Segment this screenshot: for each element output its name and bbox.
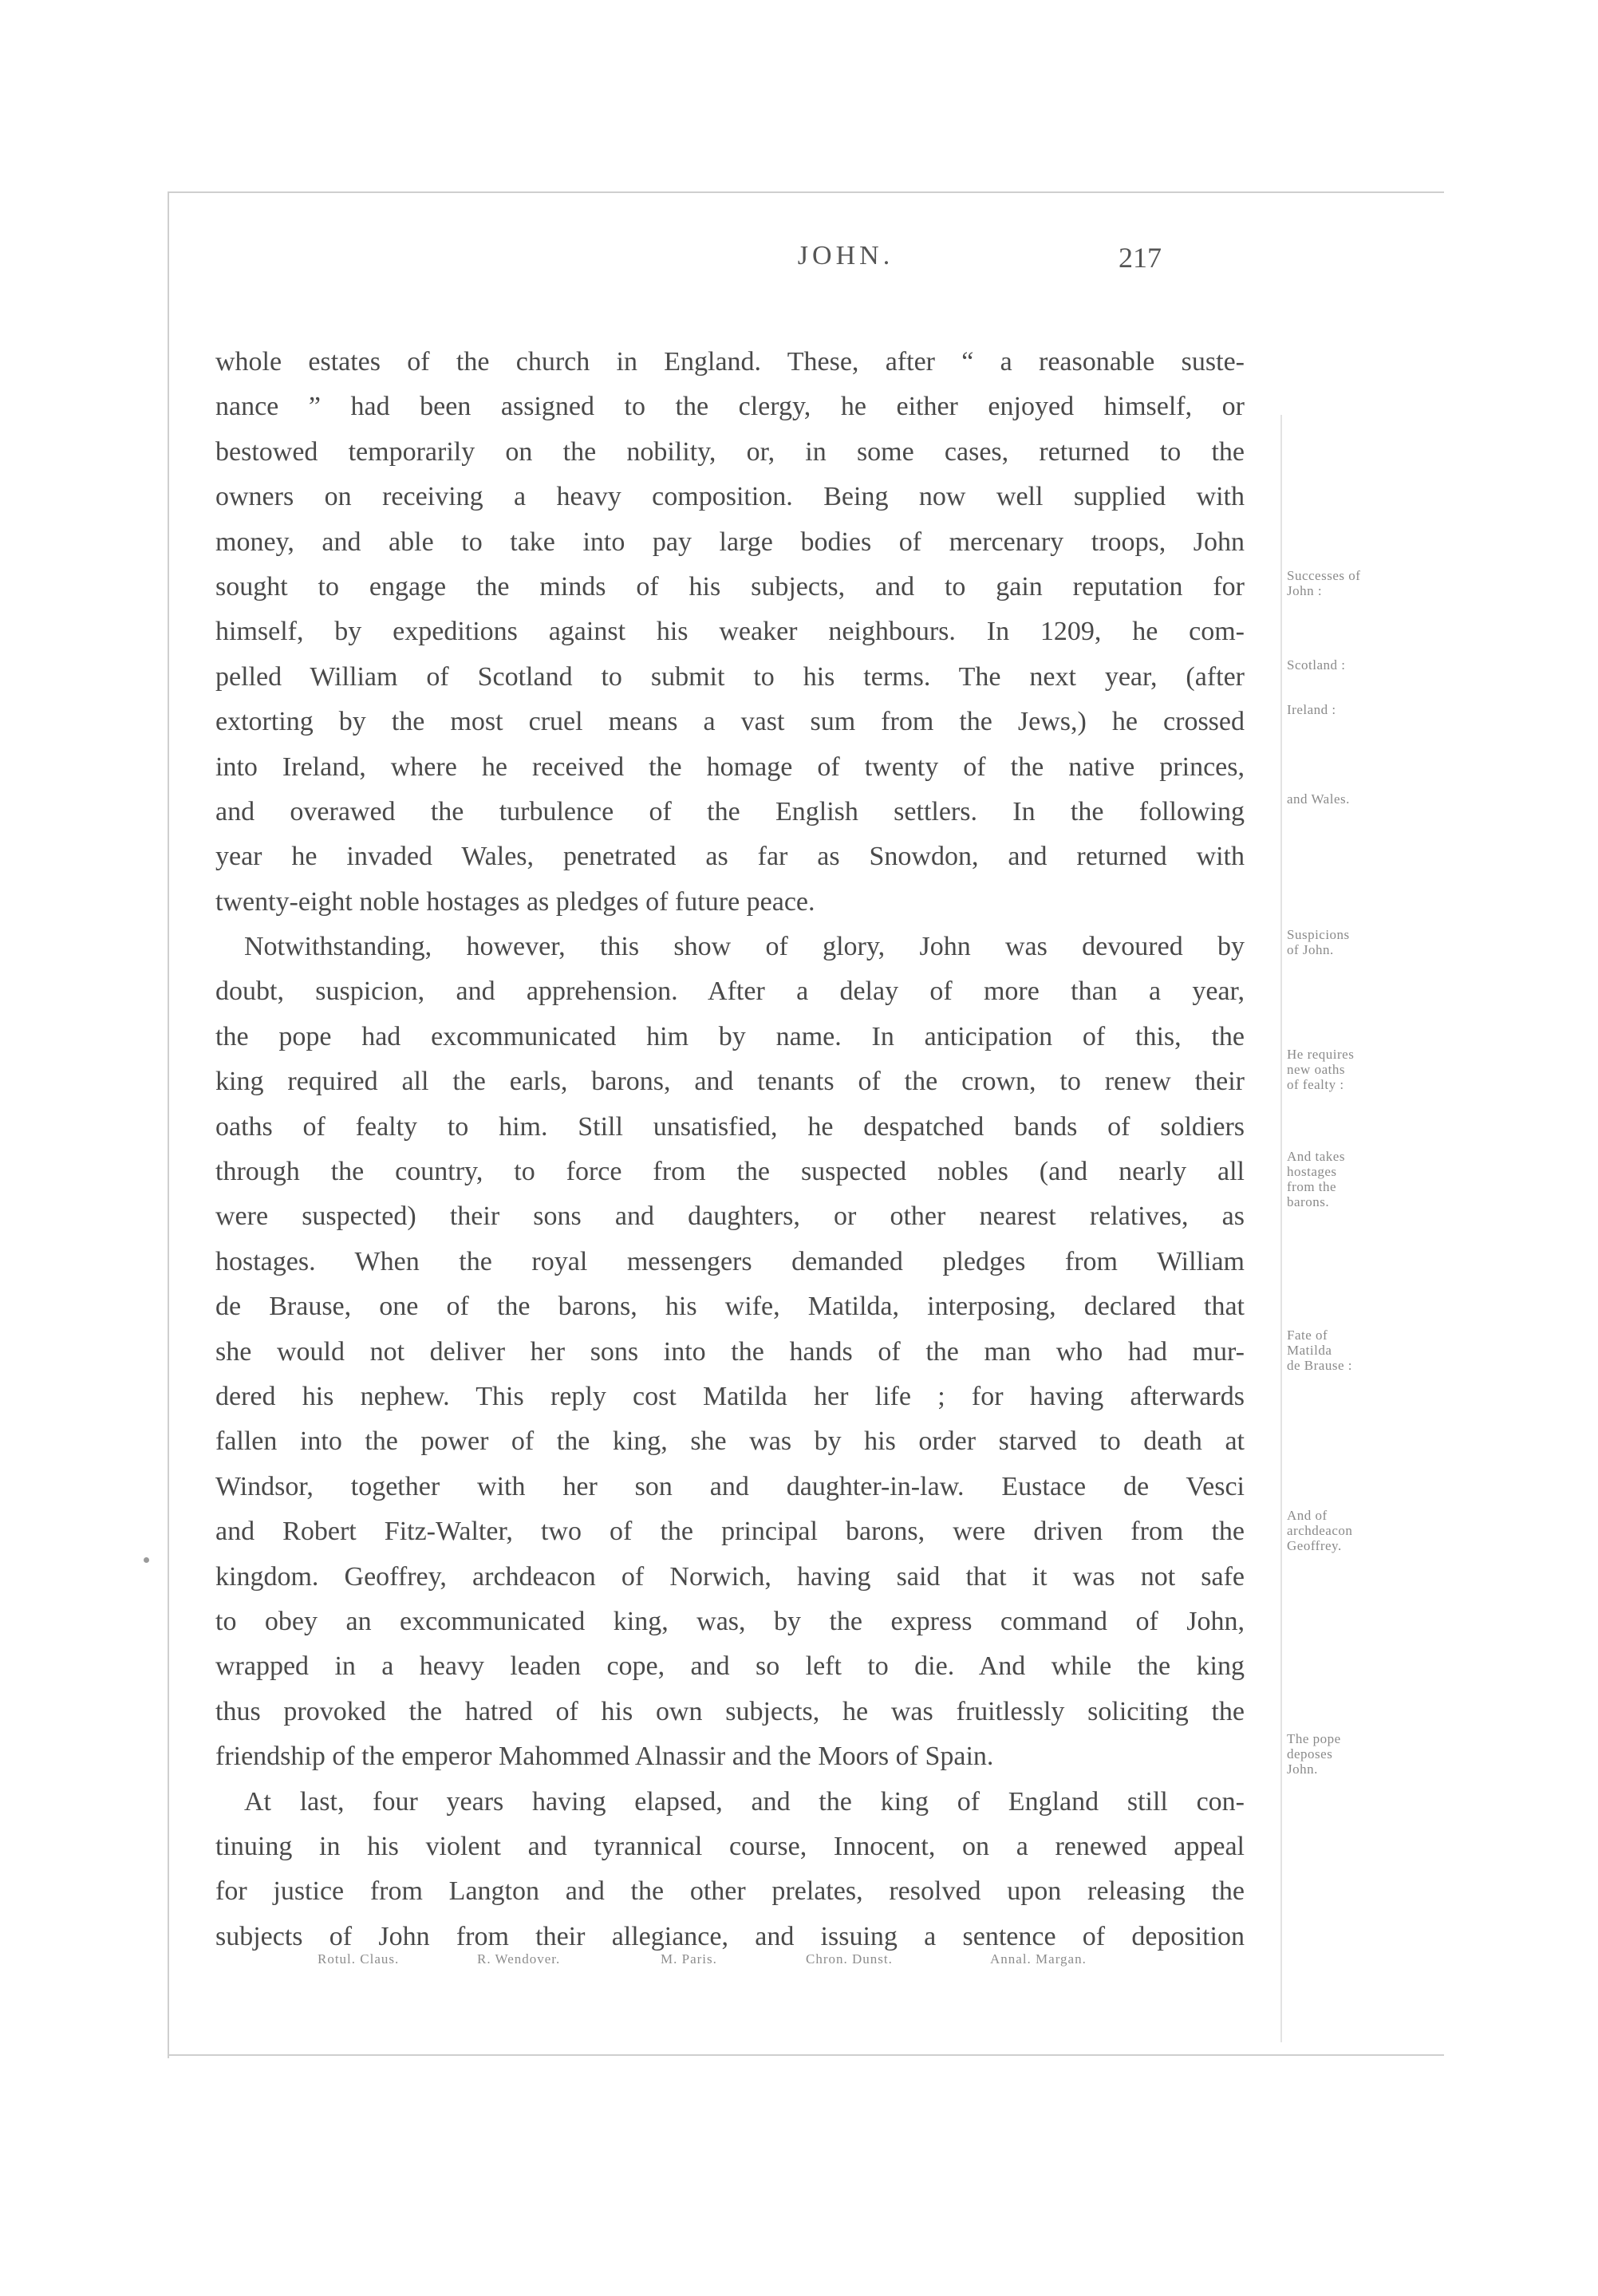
text-line: de Brause, one of the barons, his wife, Matilda, interposing, declared that	[215, 1292, 1245, 1322]
text-line: kingdom. Geoffrey, archdeacon of Norwich, having said that it was not safe	[215, 1561, 1245, 1592]
citation: Rotul. Claus.	[318, 1951, 400, 1967]
page-number: 217	[1119, 242, 1162, 274]
text-line: through the country, to force from the suspected nobles (and nearly all	[215, 1157, 1245, 1187]
page-bottom-rule	[168, 2054, 1444, 2056]
side-note-deposes	[1287, 1731, 1430, 1777]
side-note-ireland	[1287, 702, 1430, 717]
text-line: dered his nephew. This reply cost Matilda her life ; for having afterwards	[215, 1381, 1245, 1411]
text-line: friendship of the emperor Mahommed Alnassir and the Moors of Spain.	[215, 1742, 994, 1772]
side-note-hostages	[1287, 1149, 1430, 1209]
side-note-line: He requires	[1287, 1047, 1355, 1062]
side-note-line: Successes of	[1287, 568, 1361, 583]
text-line: king required all the earls, barons, and tenants of the crown, to renew their	[215, 1067, 1245, 1097]
side-note-suspicions	[1287, 927, 1430, 957]
body-text	[215, 340, 1245, 1959]
text-line: owners on receiving a heavy composition. Being now well supplied with	[215, 482, 1245, 512]
side-note-line: Ireland :	[1287, 702, 1336, 717]
text-line: year he invaded Wales, penetrated as far as Snowdon, and returned with	[215, 842, 1245, 872]
page-top-rule	[168, 191, 1444, 193]
side-note-line: John.	[1287, 1761, 1318, 1777]
paper-speck	[144, 1557, 149, 1563]
text-line: twenty-eight noble hostages as pledges of future peace.	[215, 886, 815, 917]
text-line: whole estates of the church in England. These, after “ a reasonable suste-	[215, 347, 1245, 377]
text-line: and overawed the turbulence of the English settlers. In the following	[215, 796, 1245, 826]
text-line: were suspected) their sons and daughters, or other nearest relatives, as	[215, 1201, 1245, 1232]
page-left-rule	[168, 191, 169, 2058]
text-line: thus provoked the hatred of his own subjects, he was fruitlessly soliciting the	[215, 1696, 1245, 1726]
text-line: and Robert Fitz-Walter, two of the principal barons, were driven from the	[215, 1517, 1245, 1547]
side-note-line: deposes	[1287, 1746, 1333, 1761]
citation: Annal. Margan.	[990, 1951, 1087, 1967]
text-line: nance ” had been assigned to the clergy, he either enjoyed himself, or	[215, 392, 1245, 422]
side-note-line: new oaths	[1287, 1062, 1345, 1077]
side-note-wales	[1287, 791, 1430, 807]
citation: Chron. Dunst.	[806, 1951, 893, 1967]
text-line: sought to engage the minds of his subjects, and to gain reputation for	[215, 571, 1245, 602]
side-note-scotland	[1287, 657, 1430, 673]
side-note-line: Fate of	[1287, 1327, 1328, 1343]
text-line: doubt, suspicion, and apprehension. After a delay of more than a year,	[215, 976, 1245, 1007]
text-line: she would not deliver her sons into the hands of the man who had mur-	[215, 1336, 1245, 1367]
side-note-line: barons.	[1287, 1194, 1330, 1209]
text-line: fallen into the power of the king, she was by his order starved to death at	[215, 1426, 1245, 1457]
side-note-matilda	[1287, 1327, 1430, 1373]
margin-rule	[1280, 415, 1282, 2042]
text-line: into Ireland, where he received the homage of twenty of the native princes,	[215, 752, 1245, 782]
running-head: JOHN.	[797, 241, 894, 270]
text-line: extorting by the most cruel means a vast sum from the Jews,) he crossed	[215, 707, 1245, 737]
text-line: subjects of John from their allegiance, and issuing a sentence of deposition	[215, 1921, 1245, 1951]
text-line: pelled William of Scotland to submit to his terms. The next year, (after	[215, 661, 1245, 692]
text-line: bestowed temporarily on the nobility, or, in some cases, returned to the	[215, 436, 1245, 467]
text-line: tinuing in his violent and tyrannical course, Innocent, on a renewed appeal	[215, 1831, 1245, 1861]
text-line: Notwithstanding, however, this show of glory, John was devoured by	[244, 932, 1245, 962]
text-line: for justice from Langton and the other prelates, resolved upon releasing the	[215, 1876, 1245, 1907]
text-line: Windsor, together with her son and daughter-in-law. Eustace de Vesci	[215, 1471, 1245, 1501]
text-line: At last, four years having elapsed, and the king of England still con-	[244, 1786, 1245, 1817]
side-note-line: John :	[1287, 583, 1323, 598]
side-note-line: archdeacon	[1287, 1523, 1353, 1538]
text-line: hostages. When the royal messengers demanded pledges from William	[215, 1246, 1245, 1276]
side-note-line: and Wales.	[1287, 791, 1350, 807]
text-line: to obey an excommunicated king, was, by the express command of John,	[215, 1606, 1245, 1636]
text-line: money, and able to take into pay large bodies of mercenary troops, John	[215, 527, 1245, 557]
text-line: oaths of fealty to him. Still unsatisfied, he despatched bands of soldiers	[215, 1111, 1245, 1142]
side-note-geoffrey	[1287, 1508, 1430, 1553]
side-note-line: of John.	[1287, 942, 1334, 957]
text-line: the pope had excommunicated him by name. In anticipation of this, the	[215, 1021, 1245, 1051]
citation: R. Wendover.	[477, 1951, 561, 1967]
side-note-line: Geoffrey.	[1287, 1538, 1342, 1553]
side-note-line: And of	[1287, 1508, 1328, 1523]
side-note-line: The pope	[1287, 1731, 1341, 1746]
text-line: wrapped in a heavy leaden cope, and so left to die. And while the king	[215, 1651, 1245, 1682]
side-note-line: de Brause :	[1287, 1358, 1352, 1373]
side-note-successes	[1287, 568, 1430, 598]
side-note-fealty	[1287, 1047, 1430, 1092]
side-note-line: of fealty :	[1287, 1077, 1344, 1092]
citation: M. Paris.	[661, 1951, 717, 1967]
side-note-line: hostages	[1287, 1164, 1337, 1179]
side-note-line: Suspicions	[1287, 927, 1350, 942]
side-note-line: Scotland :	[1287, 657, 1346, 673]
side-note-line: Matilda	[1287, 1343, 1332, 1358]
text-line: himself, by expeditions against his weaker neighbours. In 1209, he com-	[215, 617, 1245, 647]
side-note-line: from the	[1287, 1179, 1337, 1194]
side-note-line: And takes	[1287, 1149, 1345, 1164]
